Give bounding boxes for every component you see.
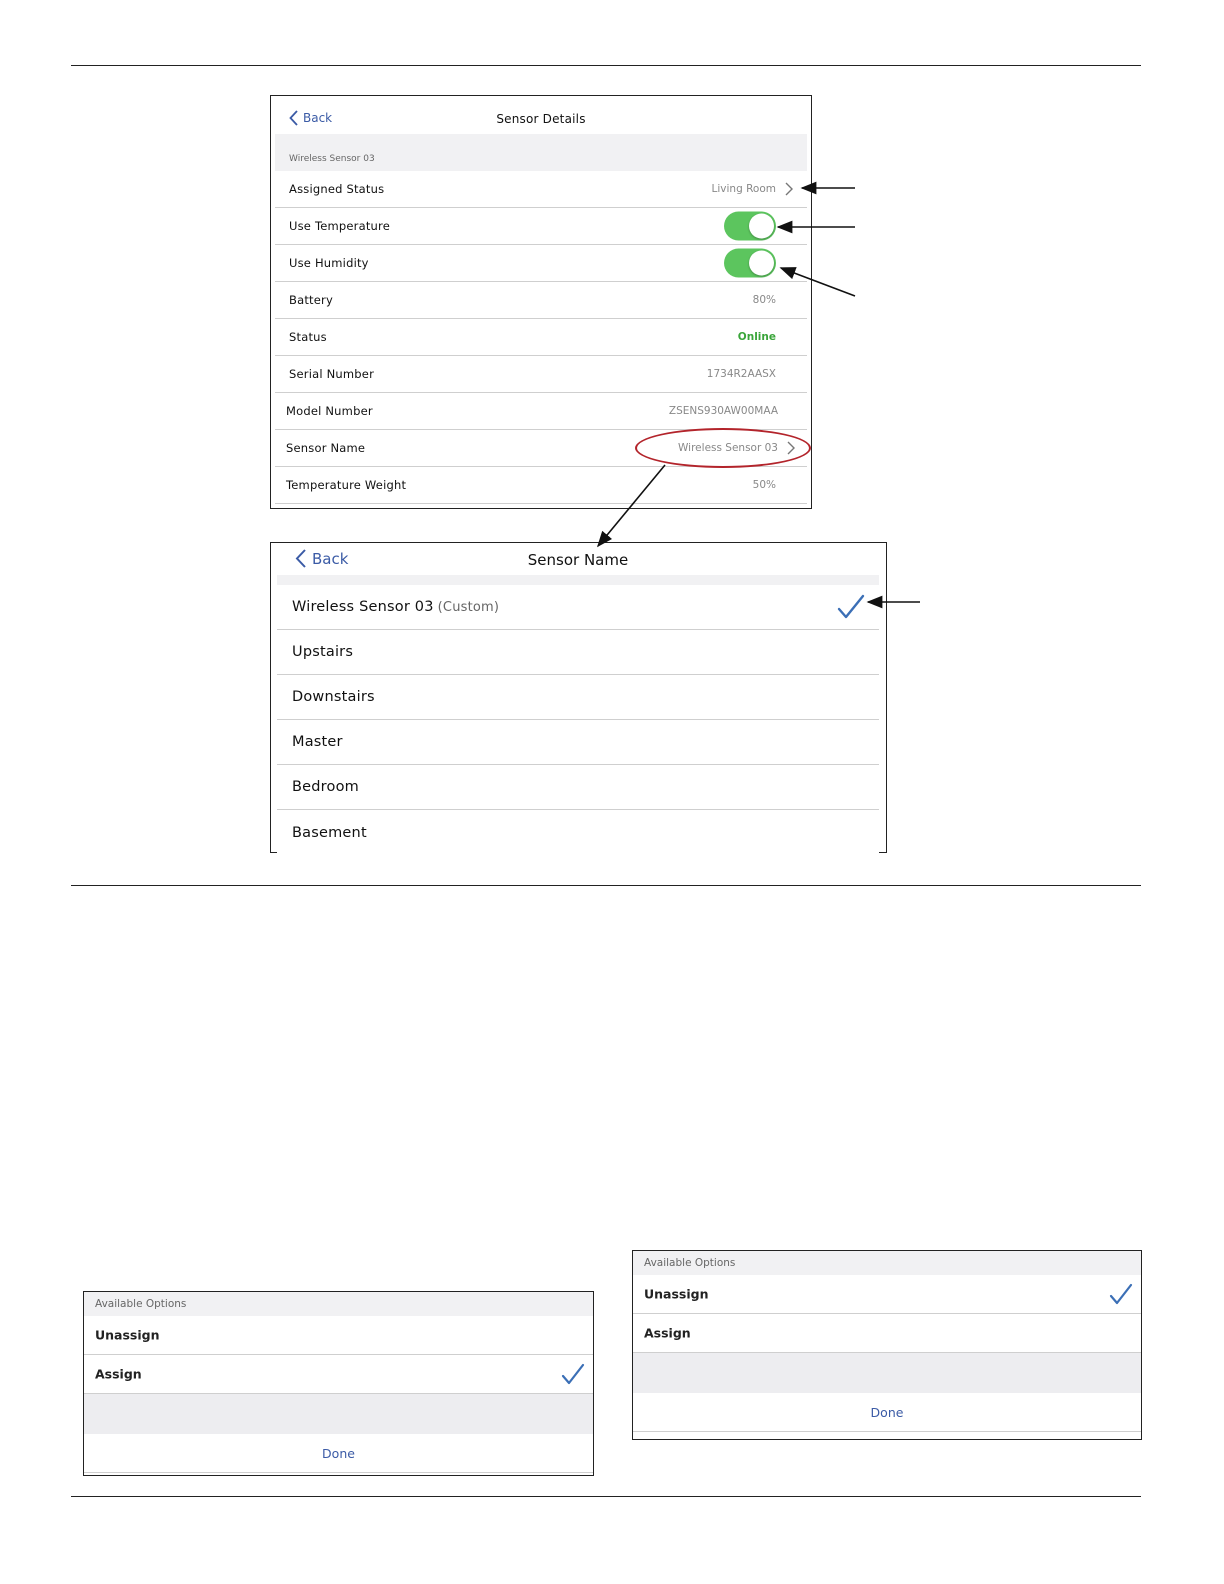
status-row	[275, 319, 807, 356]
option-label: Assign	[644, 1325, 691, 1341]
section-header-label: Wireless Sensor 03	[289, 154, 375, 164]
spacer	[633, 1353, 1141, 1393]
temperature-weight-value: 50%	[752, 479, 776, 491]
available-options-unassign	[632, 1250, 1142, 1440]
assigned-status-row[interactable]	[275, 171, 807, 208]
row-label: Use Humidity	[289, 256, 369, 270]
spacer	[84, 1394, 593, 1434]
list-item-downstairs[interactable]	[277, 675, 879, 720]
chevron-right-icon	[787, 441, 795, 455]
serial-number-value: 1734R2AASX	[706, 368, 776, 380]
checkmark-icon	[837, 594, 865, 620]
list-item-upstairs[interactable]	[277, 630, 879, 675]
available-options-assign	[83, 1291, 594, 1476]
row-label: Serial Number	[289, 367, 374, 381]
toggle-knob	[749, 214, 774, 239]
option-label: Master	[292, 734, 343, 750]
section-header	[633, 1251, 1141, 1275]
option-name: Wireless Sensor 03	[292, 599, 434, 615]
checkmark-icon	[1109, 1283, 1133, 1305]
row-label: Temperature Weight	[286, 478, 407, 492]
model-number-row	[275, 393, 807, 430]
row-label: Status	[289, 330, 327, 344]
row-label: Use Temperature	[289, 219, 390, 233]
option-label: Basement	[292, 824, 367, 841]
nav-bar	[275, 96, 807, 134]
model-number-value: ZSENS930AW00MAA	[668, 405, 778, 417]
option-label: Unassign	[644, 1286, 709, 1302]
custom-tag: (Custom)	[437, 600, 500, 615]
section-header-label: Available Options	[644, 1257, 736, 1269]
use-temperature-row	[275, 208, 807, 245]
option-label: Bedroom	[292, 779, 359, 795]
list-item-basement[interactable]	[277, 810, 879, 855]
sensor-name-row[interactable]	[275, 430, 807, 467]
list-item-bedroom[interactable]	[277, 765, 879, 810]
section-header-label: Available Options	[95, 1298, 187, 1310]
status-value: Online	[737, 331, 776, 343]
list-item-master[interactable]	[277, 720, 879, 765]
battery-row	[275, 282, 807, 319]
use-humidity-toggle[interactable]	[724, 249, 776, 278]
section-spacer	[277, 575, 879, 585]
sensor-name-screen	[270, 542, 887, 853]
page-title: Sensor Name	[527, 551, 629, 569]
serial-number-row	[275, 356, 807, 393]
page-title: Sensor Details	[496, 112, 586, 126]
back-label: Back	[303, 111, 333, 125]
temperature-weight-row[interactable]	[275, 467, 807, 504]
option-label: Unassign	[95, 1327, 160, 1343]
option-unassign[interactable]	[633, 1275, 1141, 1314]
row-label: Sensor Name	[286, 441, 366, 455]
row-label: Battery	[289, 293, 333, 307]
toggle-knob	[749, 251, 774, 276]
row-value: Living Room	[711, 183, 776, 195]
sensor-details-screen	[270, 95, 812, 509]
option-unassign[interactable]	[84, 1316, 593, 1355]
chevron-right-icon	[785, 182, 793, 196]
row-label: Assigned Status	[289, 182, 385, 196]
done-button[interactable]: Done	[633, 1393, 1141, 1432]
bottom-rule	[71, 1496, 1141, 1497]
nav-bar	[277, 543, 879, 575]
option-label	[292, 599, 499, 615]
back-label: Back	[312, 549, 349, 568]
section-header	[84, 1292, 593, 1316]
row-label: Model Number	[286, 404, 373, 418]
option-assign[interactable]	[84, 1355, 593, 1394]
top-rule	[71, 65, 1141, 66]
done-button[interactable]: Done	[84, 1434, 593, 1473]
option-label: Downstairs	[292, 689, 375, 705]
sensor-name-value: Wireless Sensor 03	[678, 442, 778, 454]
section-header	[275, 134, 807, 171]
option-label: Assign	[95, 1366, 142, 1382]
list-item-wireless-sensor-03[interactable]	[277, 585, 879, 630]
battery-value: 80%	[752, 294, 776, 306]
option-label: Upstairs	[292, 644, 354, 660]
option-assign[interactable]	[633, 1314, 1141, 1353]
checkmark-icon	[561, 1363, 585, 1385]
use-humidity-row	[275, 245, 807, 282]
middle-rule	[71, 885, 1141, 886]
use-temperature-toggle[interactable]	[724, 212, 776, 241]
